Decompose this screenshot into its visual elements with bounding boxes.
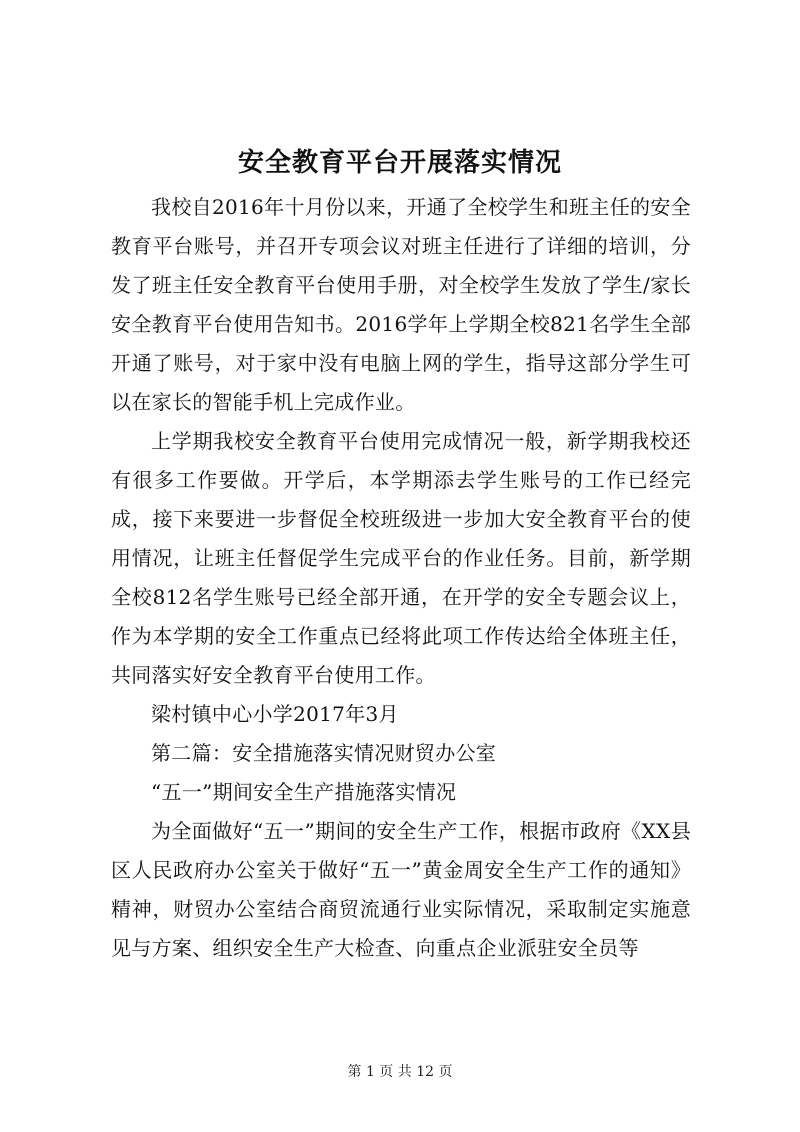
paragraph-may-day: 为全面做好“五一”期间的安全生产工作，根据市政府《XX县区人民政府办公室关于做好“五一”黄金周安全生产工作的通知》精神，财贸办公室结合商贸流通行业实际情况，采取制定实施意见与方案、组织安全生产大检查、向重点企业派驻安全员等 (111, 819, 691, 960)
paragraph-signature: 梁村镇中心小学2017年3月 (151, 702, 399, 726)
paragraph-progress: 上学期我校安全教育平台使用完成情况一般，新学期我校还有很多工作要做。开学后，本学期添去学生账号的工作已经完成，接下来要进一步督促全校班级进一步加大安全教育平台的使用情况，让班主任督促学生完成平台的作业任务。目前，新学期全校812名学生账号已经全部开通，在开学的安全专题会议上，作为本学期的安全工作重点已经将此项工作传达给全体班主任，共同落实好安全教育平台使用工作。 (111, 429, 691, 687)
section-heading: 第二篇：安全措施落实情况财贸办公室 (151, 741, 497, 765)
page-footer: 第 1 页 共 12 页 (347, 1064, 453, 1080)
section-subheading: “五一”期间安全生产措施落实情况 (151, 780, 457, 804)
paragraph-intro: 我校自2016年十月份以来，开通了全校学生和班主任的安全教育平台账号，并召开专项会议对班主任进行了详细的培训，分发了班主任安全教育平台使用手册，对全校学生发放了学生/家长安全教育平台使用告知书。2016学年上学期全校821名学生全部开通了账号，对于家中没有电脑上网的学生，指导这部分学生可以在家长的智能手机上完成作业。 (111, 195, 691, 414)
document-title: 安全教育平台开展落实情况 (237, 148, 562, 178)
document-body (111, 188, 691, 968)
